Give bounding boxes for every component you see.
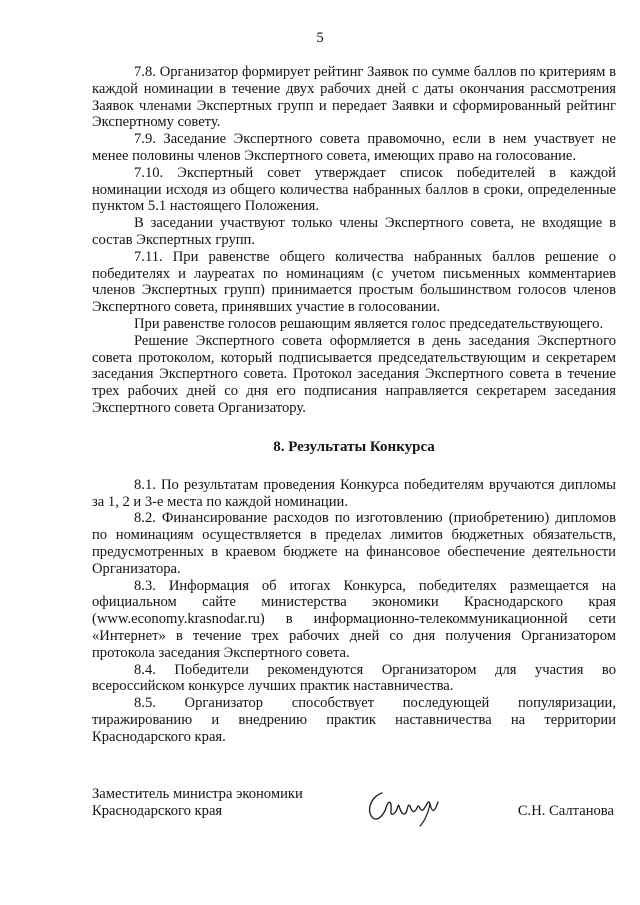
paragraph-8-3: 8.3. Информация об итогах Конкурса, победителях размещается на официальном сайте министерства экономики Краснодарского края (www.economy.krasnodar.ru) в информационно-телекоммуникационной сети «Интернет» в течение трех рабочих дней со дня получения Организатором протокола заседания Экспертного совета. bbox=[92, 577, 616, 661]
signer-position-line-1: Заместитель министра экономики bbox=[92, 786, 303, 802]
handwritten-signature bbox=[364, 784, 444, 828]
paragraph-7-10-continued: В заседании участвуют только члены Экспертного совета, не входящие в состав Экспертных групп. bbox=[92, 215, 616, 248]
paragraph-8-2: 8.2. Финансирование расходов по изготовлению (приобретению) дипломов по номинациям осуществляется в пределах лимитов бюджетных обязательств, предусмотренных в краевом бюджете на финансовое обеспечение деятельности Организатора. bbox=[92, 510, 616, 577]
paragraph-7-9: 7.9. Заседание Экспертного совета правомочно, если в нем участвует не менее половины членов Экспертного совета, имеющих право на голосование. bbox=[92, 131, 616, 164]
page-number: 5 bbox=[316, 30, 324, 46]
section-8-heading: 8. Результаты Конкурса bbox=[273, 438, 435, 455]
signer-position-line-2: Краснодарского края bbox=[92, 803, 223, 819]
paragraph-7-11-tie-vote: При равенстве голосов решающим является голос председательствующего. bbox=[134, 315, 604, 332]
paragraph-7-10: 7.10. Экспертный совет утверждает список победителей в каждой номинации исходя из общего количества набранных баллов в сроки, определенные пунктом 5.1 настоящего Положения. bbox=[92, 164, 616, 215]
paragraph-7-11: 7.11. При равенстве общего количества набранных баллов решение о победителях и лауреатах по номинациям (с учетом письменных комментариев членов Экспертных групп) принимается простым большинством голосов членов Экспертного совета, принявших участие в голосовании. bbox=[92, 248, 616, 316]
paragraph-7-8: 7.8. Организатор формирует рейтинг Заявок по сумме баллов по критериям в каждой номинации в течение двух рабочих дней с даты окончания рассмотрения Заявок членами Экспертных групп и передает Заявки и сформированный рейтинг Экспертному совету. bbox=[92, 64, 616, 131]
signer-position bbox=[92, 786, 303, 820]
paragraph-8-4: 8.4. Победители рекомендуются Организатором для участия во всероссийском конкурсе лучших практик наставничества. bbox=[92, 661, 616, 695]
paragraph-7-11-protocol: Решение Экспертного совета оформляется в день заседания Экспертного совета протоколом, который подписывается председательствующим и секретарем заседания Экспертного совета. Протокол заседания Экспертного совета в течение трех рабочих дней со дня его подписания направляется секретарем заседания Экспертного совета Организатору. bbox=[92, 332, 616, 416]
signer-name: С.Н. Салтанова bbox=[517, 803, 614, 819]
paragraph-8-5: 8.5. Организатор способствует последующей популяризации, тиражированию и внедрению практик наставничества на территории Краснодарского края. bbox=[92, 695, 616, 745]
paragraph-8-1: 8.1. По результатам проведения Конкурса победителям вручаются дипломы за 1, 2 и 3-е места по каждой номинации. bbox=[92, 476, 616, 510]
signature-block bbox=[92, 786, 616, 836]
document-body bbox=[92, 64, 616, 745]
